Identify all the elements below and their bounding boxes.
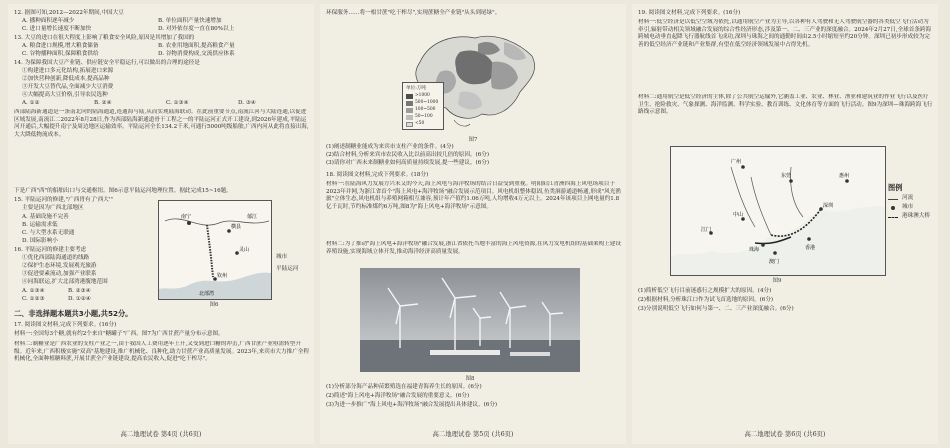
svg-text:南宁: 南宁 xyxy=(181,214,192,220)
legend-city-label: 城市 xyxy=(902,204,914,210)
map-legend xyxy=(402,82,444,130)
legend-swatch-1 xyxy=(406,94,413,99)
q13-option-b: B. 农业用地面积,提高粮食产量 xyxy=(158,43,235,49)
q13-option-c: C. 谷物播种面积,保障粮食供给 xyxy=(22,51,99,57)
q15-option-d: D. 国际影响小 xyxy=(22,238,58,244)
page-5-footer: 高二地理试卷 第5页 (共6页) xyxy=(432,430,514,438)
q19-material-2: 材料二:通用航空是低空经济的主体,除了公共航空运输外,它涵盖工业、农业、林业、渔业和建筑业的作业飞行以及医疗卫生、抢险救灾、气象探测、海洋监测、科学实验、教育训练、文化体育等方面的飞行活动。图9为深圳—珠海跨海飞行路线示意图。 xyxy=(638,94,933,116)
svg-text:灵山: 灵山 xyxy=(239,247,250,253)
q14-stem: 14. 为保障我国大豆产业链、供应链安全平稳运行,可以做出的合理的途径是 xyxy=(14,60,200,66)
q18-material-1: 材料一:在陆海风力发展方兴未艾的今天,海上风电与海洋牧场的结合日益受到重视。明阳阳江青洲四海上风电场项目于2023年并网,为浙江省首个"海上风电+海洋牧场"融合发展示范项目。风电机组整体稳固,鱼类洄游通道畅通,形成"风光渔旅"立体生态,风电机组与养殖网箱相互兼容,预计年产值约1.06万吨,人均增收4万元以上。2024年该项目上网电量约1.8亿千瓦时,节约标准煤约6万吨,图8为"海上风电+海洋牧场"示意图。 xyxy=(326,181,621,210)
svg-text:香港: 香港 xyxy=(805,245,816,251)
legend-bridge-icon xyxy=(888,217,898,218)
q16-item-2: ②保护生态环境,发展观光旅游 xyxy=(22,263,97,269)
figure-9-legend-title: 图例 xyxy=(888,183,903,192)
legend-river-icon xyxy=(888,199,898,200)
q19-question-3: (3)分别说明低空飞行如何与第一、二、三产业深度融合。(6分) xyxy=(638,306,794,312)
q18-heading: 18. 阅读图文材料,完成下列要求。(18分) xyxy=(326,172,429,178)
q16-item-4: ④同海联运,扩大北部湾港腹地范围 xyxy=(22,279,108,285)
wind-farm-photo-caption: 图8 xyxy=(465,376,475,382)
section-2-heading: 二、非选择题本题共3小题,共52分。 xyxy=(14,309,133,318)
svg-text:珠海: 珠海 xyxy=(749,247,760,253)
svg-text:北部湾: 北部湾 xyxy=(199,291,215,297)
legend-item-1: >1000 xyxy=(415,93,430,98)
q14-item-3: ③开发大豆替代品,全面减少大豆消费 xyxy=(22,84,114,90)
q12-option-c: C. 进口量增长速度不断加快 xyxy=(22,26,92,32)
q12-option-a: A. 播种面积逐年减少 xyxy=(22,18,75,24)
svg-text:澳门: 澳门 xyxy=(769,259,780,265)
wind-farm-photo xyxy=(360,268,580,372)
q17-material-cont: 环保服务……将一根甘蔗"吃干榨尽",实现蔗糖全产业链"从头到尾绿"。 xyxy=(326,10,501,16)
q19-question-2: (2)根据材料,分析珠江口作为试飞首选地的原因。(6分) xyxy=(638,297,774,303)
legend-bridge-label: 港珠澳大桥 xyxy=(902,213,930,219)
svg-text:郁江: 郁江 xyxy=(247,214,258,220)
q16-item-1: ①优化西部陆海通道的线路 xyxy=(22,255,90,261)
legend-item-2: 500~1000 xyxy=(415,100,439,105)
q16-stem: 16. 平陆运河的修建主要考虑 xyxy=(14,247,87,253)
q14-option-b: B. ②④ xyxy=(94,100,112,106)
q17-material-1: 材料一:全国每3个糖,就有约2个来自"糖罐子"广西。图7为广西甘蔗产量分布示意图。 xyxy=(14,331,224,337)
legend-item-4: 50~100 xyxy=(415,114,433,119)
q13-stem: 13. 大豆的进口在很大程度上影响了粮食安全风险,原因是其增加了我国的 xyxy=(14,35,195,41)
legend-title: 单位:万吨 xyxy=(406,86,426,91)
q18-question-3: (3)为进一步推广"海上风电+海洋牧场"融合发展提出具体建议。(6分) xyxy=(326,402,498,408)
q12-option-b: B. 单位面积产量快速增加 xyxy=(158,18,222,24)
q15-option-a: A. 基础设施不完善 xyxy=(22,214,69,220)
passage-pinglu-canal: 西部陆海新通道是一条南北向的陆海通道,连通海与陆,从而实现陆海联动。在此前重要节点,南流江河与大陆连通,以促进区域发展,南流江二2022年8月28日,作为西部陆海新通道骨干工程之一的平陆运河正式开工建设,到2026年建成,平陆运河开通后,大幅提升南宁及周边地区运输效率。平陆运河全长134.2千米,可通行5000吨级船舶,广西内河从此将直接出海,大大降低物流成本。 xyxy=(14,109,309,138)
svg-text:深圳: 深圳 xyxy=(823,203,834,209)
q17-question-3: (3)请你对广西未来制糖业如何高质量持续发展,提一些建议。(6分) xyxy=(326,160,490,166)
q15-option-b: B. 运输需求低 xyxy=(22,222,58,228)
svg-text:广州: 广州 xyxy=(731,159,742,165)
q16-item-3: ③促进要素流动,加强产业联系 xyxy=(22,271,97,277)
q15-stem-2: 主要是因为广西北部地区 xyxy=(22,205,84,211)
legend-item-5: <50 xyxy=(415,121,425,126)
q15-option-c: C. 与大型水系无联通 xyxy=(22,230,75,236)
q14-option-c: C. ①③④ xyxy=(166,100,189,106)
legend-river-label: 河流 xyxy=(902,195,914,201)
legend-swatch-2 xyxy=(406,101,413,106)
legend-swatch-5 xyxy=(406,122,413,127)
svg-text:钦州: 钦州 xyxy=(217,273,228,279)
map-figure-9 xyxy=(670,146,886,276)
q12-option-d: D. 对外依存度一直在80%以上 xyxy=(158,26,235,32)
q18-question-2: (2)简述"海上风电+海洋牧场"融合发展的重要意义。(6分) xyxy=(326,393,470,399)
q16-option-b: B. ②③④ xyxy=(68,288,91,294)
exam-page-6 xyxy=(632,4,938,444)
map-figure-7-caption: 图7 xyxy=(468,137,478,143)
map-figure-6-caption: 图6 xyxy=(209,302,219,308)
q14-option-d: D. ③④ xyxy=(238,100,256,106)
q17-heading: 17. 阅读图文材料,完成下列要求。(16分) xyxy=(14,322,117,328)
q18-material-2: 材料二:为了推动"海上风电+海洋牧场"融合发展,浙江省依托当地丰富的海上风电资源,在风力发电机组的基础架构上建设养殖设施,实现海域立体开发,推动海洋经济高质量发展。 xyxy=(326,241,621,255)
q14-item-4: ④大幅提高大豆价格,引导农民选种 xyxy=(22,92,108,98)
q13-option-a: A. 粮食进口规模,增大粮食储备 xyxy=(22,43,99,49)
map-figure-6 xyxy=(158,200,272,300)
legend-city-label: 城市 xyxy=(276,254,288,260)
svg-text:江门: 江门 xyxy=(701,227,712,233)
q17-material-2: 材料二:制糖业是广西农业的支柱产业之一,由于我国人工费用逐年上升,又受到进口糖的冲击,广西甘蔗产业亟需转型升级。近年来,广西积极实施"双高"基地建设,推广机械化、良种化,助力甘蔗产业高质量发展。2023年,来宾市大力推广全程机械化,全面种植糖料蔗,开展甘蔗全产业链建设,提高农民收入,促进"吃干榨尽"。 xyxy=(14,341,309,363)
page-4-footer: 高二地理试卷 第4页 (共6页) xyxy=(120,430,202,438)
q16-option-d: D. ①②④ xyxy=(68,296,91,302)
q17-question-1: (1)阐述制糖业能成为来宾市支柱产业的条件。(4分) xyxy=(326,144,454,150)
exam-page-5 xyxy=(320,4,626,444)
svg-text:横县: 横县 xyxy=(231,224,242,230)
page-6-footer: 高二地理试卷 第6页 (共6页) xyxy=(744,430,826,438)
q17-question-2: (2)结合材料,分析来宾市农民收入比以前高出较几倍的原因。(6分) xyxy=(326,152,490,158)
legend-item-3: 100~500 xyxy=(415,107,436,112)
q14-item-1: ①构建进口多元化结构,拓展进口来源 xyxy=(22,68,114,74)
q16-option-c: C. ①②③ xyxy=(22,296,45,302)
q13-option-d: D. 谷物消费构成,交流供应体系 xyxy=(158,51,235,57)
svg-text:中山: 中山 xyxy=(733,212,744,218)
exam-page-4 xyxy=(8,4,314,444)
legend-canal-label: 平陆运河 xyxy=(276,266,299,272)
passage-tail: 下是广西"西"的船舶出口与交通枢纽。图6示意平陆运河地理位置。据此完成15~16题。 xyxy=(14,188,232,194)
q19-question-1: (1)简析低空飞行目前迷惑行之规模扩大的原因。(4分) xyxy=(638,288,772,294)
q19-heading: 19. 阅读图文材料,完成下列要求。(16分) xyxy=(638,10,741,16)
svg-text:东莞: 东莞 xyxy=(781,173,792,179)
legend-swatch-3 xyxy=(406,108,413,113)
q14-item-2: ②加快营种创新,降低成本,提高品种 xyxy=(22,76,110,82)
q19-material-1: 材料一:低空经济是以低空空域为依托,以通用航空产业为主导,以各种有人驾驶和无人驾驶航空器的各类低空飞行活动为牵引,辐射带动相关领域融合发展的综合性经济形态,涉及第一、二、三产业的深度融合。2024年2月27日,全球首条跨海跨城电动垂直起降飞行器航线首飞成功,深圳与珠海之间的通勤时间由2.5小时缩短至约20分钟。深圳已初步形成较为完善的低空经济产业链和产业集群,有望在低空经济领域发展中占得先机。 xyxy=(638,19,932,48)
q18-question-1: (1)分析部分海产品种苗繁殖选在福建青海养生长的原因。(6分) xyxy=(326,384,482,390)
legend-city-icon xyxy=(891,206,895,210)
q16-option-a: A. ①③④ xyxy=(22,288,45,294)
legend-swatch-4 xyxy=(406,115,413,120)
q14-option-a: A. ①② xyxy=(22,100,40,106)
map-figure-9-caption: 图9 xyxy=(772,278,782,284)
svg-text:惠州: 惠州 xyxy=(839,173,850,179)
q15-stem: 15. 平陆运河的修建,"广西胃有了'西大'" xyxy=(14,197,113,203)
q12-stem: 12. 据图可知,2012—2022年期间,中国大豆 xyxy=(14,10,124,16)
